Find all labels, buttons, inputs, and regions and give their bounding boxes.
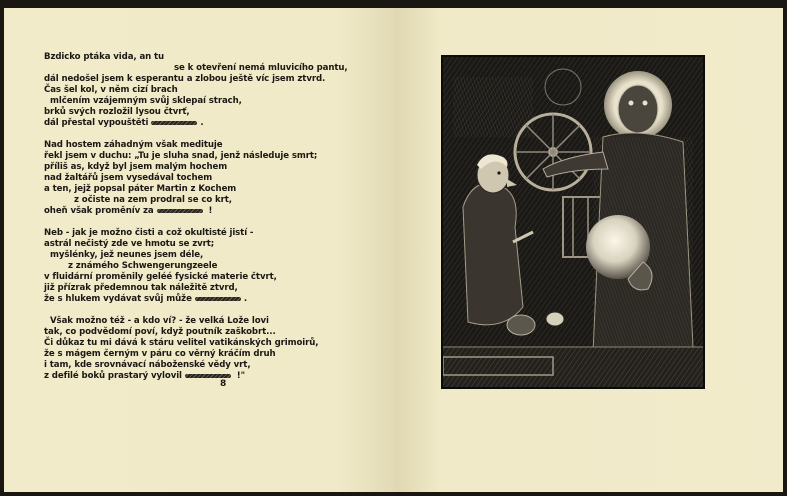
poem-line-text: z defilé boků prastarý vylovil xyxy=(44,371,182,381)
shelf-shape xyxy=(453,77,533,137)
poem-line: tak, co podvědomí poví, když poutník zaškobrt... xyxy=(44,327,276,337)
poem-line xyxy=(44,206,384,217)
poem-line: i tam, kde srovnávací náboženské vědy vrt, xyxy=(44,360,251,370)
poem-line: Bzdicko ptáka vida, an tu xyxy=(44,52,165,62)
poem-line: brků svých rozložil lysou čtvrť, xyxy=(44,107,190,117)
poem-line: řekl jsem v duchu: „Tu je sluha snad, jenž následuje smrt; xyxy=(44,151,318,161)
book-spread xyxy=(4,8,783,492)
censor-blot xyxy=(185,374,231,378)
poem-line: Čas šel kol, v něm cizí brach xyxy=(44,85,178,95)
poem-line: Však možno též - a kdo ví? - že velká Lože lovi xyxy=(50,316,269,326)
jar-shape xyxy=(507,315,535,335)
line-end: ! xyxy=(205,206,213,216)
stanza-3 xyxy=(44,228,384,305)
woodcut-illustration xyxy=(441,55,705,389)
poem-line-text: že s hlukem vydávat svůj může xyxy=(44,294,192,304)
poem-line: v fluidární proměnily geléé fysické materie čtvrt, xyxy=(44,272,277,282)
poem-line-text: oheň však proměnív za xyxy=(44,206,154,216)
poem-line: myšlénky, jež neunes jsem déle, xyxy=(50,250,204,260)
poem-line: mlčením vzájemným svůj sklepaí strach, xyxy=(50,96,242,106)
poem-line: se k otevření nemá mluvicího pantu, xyxy=(174,63,348,73)
poem-line: Či důkaz tu mi dává k stáru velitel vatikánských grimoirů, xyxy=(44,338,319,348)
poem-line: že s mágem černým v páru co věrný kráčím druh xyxy=(44,349,276,359)
stanza-2 xyxy=(44,140,384,217)
poem-line-text: dál přestal vypouštěti xyxy=(44,118,149,128)
woodcut-scene xyxy=(443,57,703,387)
censor-blot xyxy=(151,121,197,125)
poem-line: dál nedošel jsem k esperantu a zlobou ještě víc jsem ztvrd. xyxy=(44,74,326,84)
poem-line xyxy=(44,118,384,129)
left-page xyxy=(4,8,397,492)
poem-line: Nad hostem záhadným však medituje xyxy=(44,140,223,150)
poem-line: již přízrak předemnou tak náležitě ztvrd, xyxy=(44,283,238,293)
censor-blot xyxy=(157,209,203,213)
line-end: !" xyxy=(233,371,245,381)
poem-line xyxy=(44,294,384,305)
right-page xyxy=(396,8,783,492)
line-end: . xyxy=(243,294,247,304)
poem-line: astrál nečistý zde ve hmotu se zvrt; xyxy=(44,239,215,249)
poem-text xyxy=(44,52,384,393)
censor-blot xyxy=(195,297,241,301)
stanza-4 xyxy=(44,316,384,382)
poem-line: z známého Schwengerungzeele xyxy=(68,261,218,271)
old-man-figure xyxy=(463,183,523,325)
haloed-figure-head xyxy=(618,85,658,133)
poem-line: příliš as, když byl jsem malým hochem xyxy=(44,162,228,172)
poem-line: nad žaltářů jsem vysedával tochem xyxy=(44,173,213,183)
line-end: . xyxy=(200,118,204,128)
stanza-1 xyxy=(44,52,384,129)
poem-line xyxy=(44,371,384,382)
page-number: 8 xyxy=(220,379,227,389)
poem-line: a ten, jejž popsal páter Martin z Kochem xyxy=(44,184,237,194)
poem-line: z očiste na zem prodral se co krt, xyxy=(74,195,232,205)
poem-line: Neb - jak je možno čisti a což okultisté jistí - xyxy=(44,228,254,238)
